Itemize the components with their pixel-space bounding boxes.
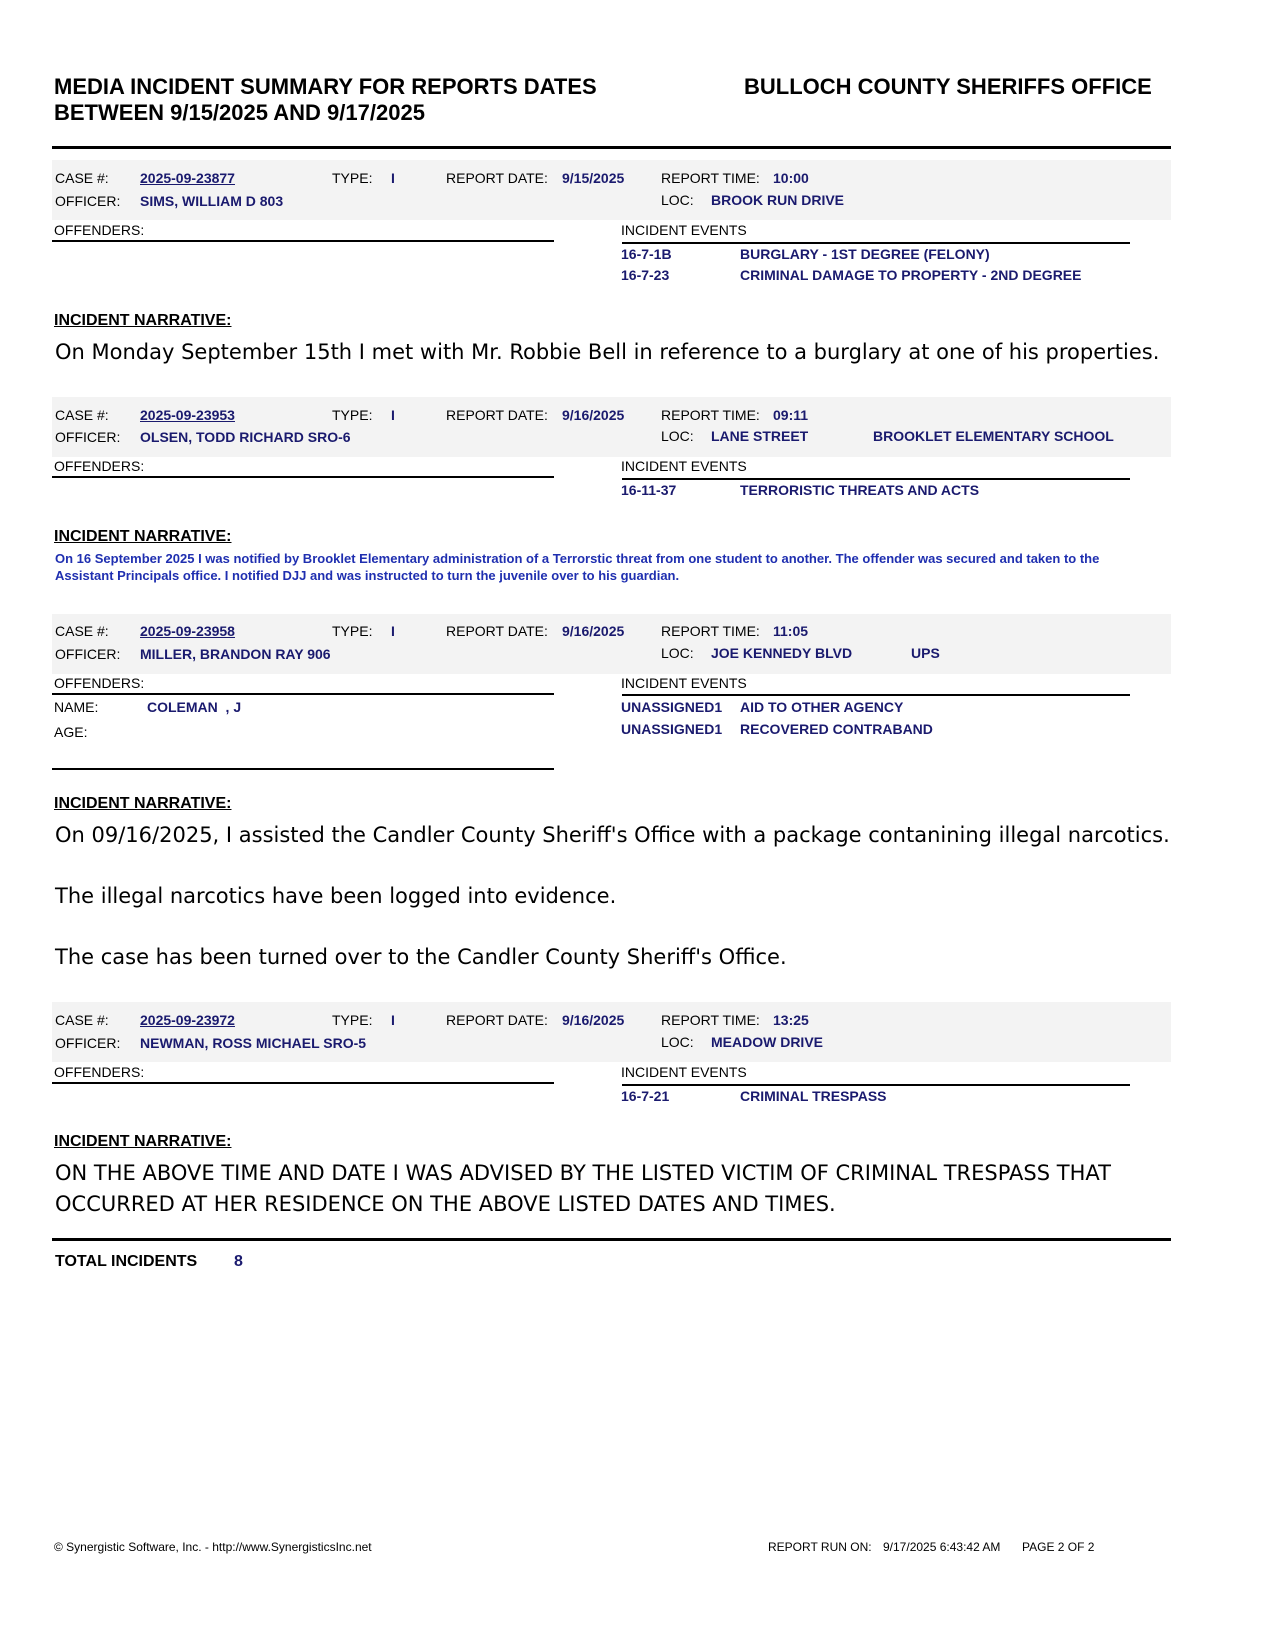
total-incidents-value: 8 — [234, 1253, 243, 1270]
loc-label: LOC: — [661, 1034, 694, 1050]
case-header-band — [52, 1002, 1171, 1062]
case-header-band — [52, 160, 1171, 220]
event-code: UNASSIGNED1 — [621, 721, 723, 737]
case-number-link[interactable]: 2025-09-23877 — [140, 170, 235, 186]
offenders-divider — [52, 240, 554, 242]
narrative-text: On 09/16/2025, I assisted the Candler County Sheriff's Office with a package contanining illegal narcotics. — [55, 823, 1170, 847]
narrative-text: ON THE ABOVE TIME AND DATE I WAS ADVISED BY THE LISTED VICTIM OF CRIMINAL TRESPASS THAT — [55, 1161, 1111, 1185]
agency-name: BULLOCH COUNTY SHERIFFS OFFICE — [744, 74, 1152, 99]
header-divider — [52, 146, 1171, 149]
type-label: TYPE: — [332, 1012, 373, 1028]
report-time-label: REPORT TIME: — [661, 1012, 760, 1028]
officer-value: NEWMAN, ROSS MICHAEL SRO-5 — [140, 1035, 367, 1051]
event-description: AID TO OTHER AGENCY — [740, 699, 904, 715]
type-value: I — [391, 407, 395, 423]
events-divider — [622, 694, 1130, 696]
report-date-value: 9/16/2025 — [562, 1012, 625, 1028]
case-label: CASE #: — [55, 1012, 109, 1028]
incident-events-label: INCIDENT EVENTS — [621, 222, 747, 238]
narrative-heading: INCIDENT NARRATIVE: — [54, 795, 232, 812]
event-description: BURGLARY - 1ST DEGREE (FELONY) — [740, 246, 990, 262]
case-number-link[interactable]: 2025-09-23958 — [140, 623, 235, 639]
offenders-label: OFFENDERS: — [54, 675, 145, 691]
loc-label: LOC: — [661, 192, 694, 208]
case-number-link[interactable]: 2025-09-23953 — [140, 407, 235, 423]
report-date-value: 9/15/2025 — [562, 170, 625, 186]
officer-value: MILLER, BRANDON RAY 906 — [140, 646, 331, 662]
case-header-band — [52, 397, 1171, 457]
officer-label: OFFICER: — [55, 646, 121, 662]
events-divider — [622, 242, 1130, 244]
offender-name-value: COLEMAN , J — [147, 699, 242, 715]
type-value: I — [391, 623, 395, 639]
loc-value: MEADOW DRIVE — [711, 1034, 823, 1050]
officer-label: OFFICER: — [55, 193, 121, 209]
event-code: UNASSIGNED1 — [621, 699, 723, 715]
narrative-heading: INCIDENT NARRATIVE: — [54, 528, 232, 545]
report-run-label: REPORT RUN ON: — [768, 1540, 872, 1554]
type-label: TYPE: — [332, 623, 373, 639]
event-description: CRIMINAL DAMAGE TO PROPERTY - 2ND DEGREE — [740, 267, 1082, 283]
event-code: 16-7-1B — [621, 246, 672, 262]
event-description: CRIMINAL TRESPASS — [740, 1088, 887, 1104]
event-description: RECOVERED CONTRABAND — [740, 721, 933, 737]
report-date-value: 9/16/2025 — [562, 407, 625, 423]
event-code: 16-7-21 — [621, 1088, 670, 1104]
report-time-value: 11:05 — [773, 623, 809, 639]
case-label: CASE #: — [55, 170, 109, 186]
case-number-link[interactable]: 2025-09-23972 — [140, 1012, 235, 1028]
narrative-text: On 16 September 2025 I was notified by Brooklet Elementary administration of a Terrorstic threat from one student to another. The offender was secured and taken to the Assistant Principals office. I notified DJJ and was instructed to turn the juvenile over to his guardian. — [55, 551, 1100, 583]
officer-label: OFFICER: — [55, 429, 121, 445]
report-date-label: REPORT DATE: — [446, 170, 548, 186]
offender-name-label: NAME: — [54, 699, 99, 715]
report-time-value: 13:25 — [773, 1012, 809, 1028]
type-label: TYPE: — [332, 170, 373, 186]
case-label: CASE #: — [55, 407, 109, 423]
offenders-label: OFFENDERS: — [54, 458, 145, 474]
officer-value: OLSEN, TODD RICHARD SRO-6 — [140, 429, 351, 445]
case-label: CASE #: — [55, 623, 109, 639]
type-label: TYPE: — [332, 407, 373, 423]
offenders-label: OFFENDERS: — [54, 222, 145, 238]
incident-events-label: INCIDENT EVENTS — [621, 675, 747, 691]
loc-value: JOE KENNEDY BLVD — [711, 645, 853, 661]
report-date-label: REPORT DATE: — [446, 623, 548, 639]
page-number: PAGE 2 OF 2 — [1022, 1540, 1095, 1554]
officer-label: OFFICER: — [55, 1035, 121, 1051]
offenders-label: OFFENDERS: — [54, 1064, 145, 1080]
incident-events-label: INCIDENT EVENTS — [621, 458, 747, 474]
loc-label: LOC: — [661, 645, 694, 661]
total-incidents-label: TOTAL INCIDENTS — [55, 1253, 198, 1270]
offender-age-label: AGE: — [54, 724, 88, 740]
event-code: 16-7-23 — [621, 267, 670, 283]
narrative-text: On Monday September 15th I met with Mr. Robbie Bell in reference to a burglary at one of his properties. — [55, 340, 1160, 364]
report-title-line1: MEDIA INCIDENT SUMMARY FOR REPORTS DATES — [54, 74, 597, 99]
totals-divider — [52, 1238, 1171, 1241]
report-time-label: REPORT TIME: — [661, 623, 760, 639]
narrative-text: The case has been turned over to the Candler County Sheriff's Office. — [55, 945, 787, 969]
loc-value: BROOK RUN DRIVE — [711, 192, 845, 208]
report-time-label: REPORT TIME: — [661, 407, 760, 423]
report-time-value: 09:11 — [773, 407, 809, 423]
offenders-divider — [52, 476, 554, 478]
offenders-divider — [52, 693, 554, 695]
report-time-label: REPORT TIME: — [661, 170, 760, 186]
offenders-divider — [52, 1082, 554, 1084]
report-date-value: 9/16/2025 — [562, 623, 625, 639]
incident-events-label: INCIDENT EVENTS — [621, 1064, 747, 1080]
officer-value: SIMS, WILLIAM D 803 — [140, 193, 284, 209]
narrative-heading: INCIDENT NARRATIVE: — [54, 1133, 232, 1150]
events-divider — [622, 1084, 1130, 1086]
event-description: TERRORISTIC THREATS AND ACTS — [740, 482, 980, 498]
type-value: I — [391, 170, 395, 186]
report-date-label: REPORT DATE: — [446, 1012, 548, 1028]
offender-block-divider — [52, 768, 554, 770]
loc-value: LANE STREET — [711, 428, 809, 444]
narrative-heading: INCIDENT NARRATIVE: — [54, 312, 232, 329]
events-divider — [622, 478, 1130, 480]
copyright-text: © Synergistic Software, Inc. - http://www.SynergisticsInc.net — [54, 1540, 372, 1554]
loc-place-value: UPS — [911, 645, 940, 661]
loc-label: LOC: — [661, 428, 694, 444]
event-code: 16-11-37 — [621, 482, 677, 498]
report-date-label: REPORT DATE: — [446, 407, 548, 423]
report-run-value: 9/17/2025 6:43:42 AM — [883, 1540, 1001, 1554]
report-time-value: 10:00 — [773, 170, 809, 186]
loc-place-value: BROOKLET ELEMENTARY SCHOOL — [873, 428, 1114, 444]
narrative-text: The illegal narcotics have been logged into evidence. — [55, 884, 617, 908]
report-title-line2: BETWEEN 9/15/2025 AND 9/17/2025 — [54, 100, 425, 125]
narrative-text: OCCURRED AT HER RESIDENCE ON THE ABOVE LISTED DATES AND TIMES. — [55, 1192, 836, 1216]
type-value: I — [391, 1012, 395, 1028]
